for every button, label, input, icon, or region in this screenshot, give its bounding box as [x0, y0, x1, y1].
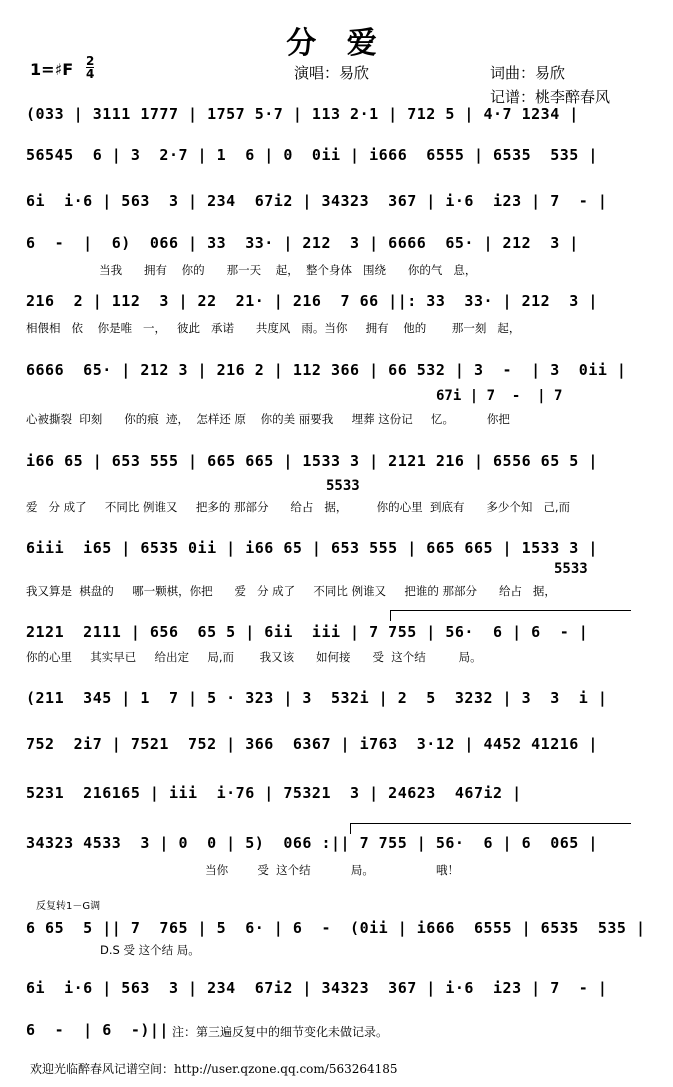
song-title: 分 爱: [286, 26, 387, 61]
lyric-line-5: 我又算是 棋盘的 哪一颗棋，你把 爱 分 成了 不同比 例谁又 把谁的 那部分 给占 据，: [26, 584, 556, 598]
notation-line-8: 6iii i65 | 6535 0ii | i66 65 | 653 555 | 665 665 | 1533 3 |: [26, 539, 598, 557]
lyric-line-7: 当你 受 这个结 局。 哦！: [26, 863, 460, 877]
singer-credit: 演唱：易欣: [294, 64, 370, 82]
notation-line-14: 6 65 5 || 7 765 | 5 6· | 6 - (0ii | i666 6555 | 6535 535 |: [26, 919, 646, 937]
notation-line-13: 34323 4533 3 | 0 0 | 5) 066 :|| 7 755 | 56· 6 | 6 065 |: [26, 834, 598, 852]
time-signature-bottom: 4: [86, 67, 95, 81]
footer-credit: 欢迎光临醉春风记谱空间：http://user.qzone.qq.com/563264185: [30, 1062, 398, 1076]
key-signature: 1=♯F: [30, 60, 74, 79]
ds-lyric-line: D.S 受 这个结 局。: [100, 943, 200, 957]
time-signature-top: 2: [86, 54, 95, 68]
notation-line-5: 216 2 | 112 3 | 22 21· | 216 7 66 ||: 33 33· | 212 3 |: [26, 292, 598, 310]
sub-notation-alt-2: 5533: [554, 561, 588, 577]
notation-line-1: (033 | 3111 1777 | 1757 5·7 | 113 2·1 | 712 5 | 4·7 1234 |: [26, 105, 579, 123]
notation-line-10: (211 345 | 1 7 | 5 · 323 | 3 532i | 2 5 3232 | 3 3 i |: [26, 689, 608, 707]
lyric-line-1: 当我 拥有 你的 那一天 起， 整个身体 围绕 你的气 息，: [26, 263, 477, 277]
transcription-remark: 注：第三遍反复中的细节变化未做记录。: [172, 1025, 389, 1039]
key-change-annotation: 反复转1－G调: [36, 901, 101, 912]
lyric-line-6: 你的心里 其实早已 给出定 局,而 我又该 如何接 受 这个结 局。: [26, 650, 482, 664]
sub-notation-alt-1: 5533: [326, 478, 360, 494]
notation-line-2: 56545 6 | 3 2·7 | 1 6 | 0 0ii | i666 6555 | 6535 535 |: [26, 146, 598, 164]
notation-line-12: 5231 216165 | iii i·76 | 75321 3 | 24623 467i2 |: [26, 784, 522, 802]
notation-line-15: 6i i·6 | 563 3 | 234 67i2 | 34323 367 | i·6 i23 | 7 - |: [26, 979, 608, 997]
transcriber-credit: 记谱：桃李醉春风: [490, 88, 611, 106]
notation-line-7: i66 65 | 653 555 | 665 665 | 1533 3 | 2121 216 | 6556 65 5 |: [26, 452, 598, 470]
time-signature: [86, 55, 94, 80]
notation-line-4: 6 - | 6) 066 | 33 33· | 212 3 | 6666 65· | 212 3 |: [26, 234, 579, 252]
notation-line-3: 6i i·6 | 563 3 | 234 67i2 | 34323 367 | i·6 i23 | 7 - |: [26, 192, 608, 210]
lyric-line-2: 相偎相 依 你是唯 一， 彼此 承诺 共度风 雨。当你 拥有 他的 那一刻 起，: [26, 321, 521, 335]
sub-notation-ending: 67i | 7 - | 7: [436, 388, 563, 404]
lyric-line-4: 爱 分 成了 不同比 例谁又 把多的 那部分 给占 据， 你的心里 到底有 多少个知 己,而: [26, 500, 570, 514]
composer-credit: 词曲：易欣: [490, 64, 566, 82]
notation-line-11: 752 2i7 | 7521 752 | 366 6367 | i763 3·12 | 4452 41216 |: [26, 735, 598, 753]
notation-line-9: 2121 2111 | 656 65 5 | 6ii iii | 7 755 | 56· 6 | 6 - |: [26, 623, 589, 641]
lyric-line-3: 心被撕裂 印刻 你的痕 迹， 怎样还 原 你的美 丽要我 埋葬 这份记 忆。 你把: [26, 412, 510, 426]
notation-line-16: 6 - | 6 -)||: [26, 1021, 169, 1039]
notation-line-6: 6666 65· | 212 3 | 216 2 | 112 366 | 66 532 | 3 - | 3 0ii |: [26, 361, 627, 379]
